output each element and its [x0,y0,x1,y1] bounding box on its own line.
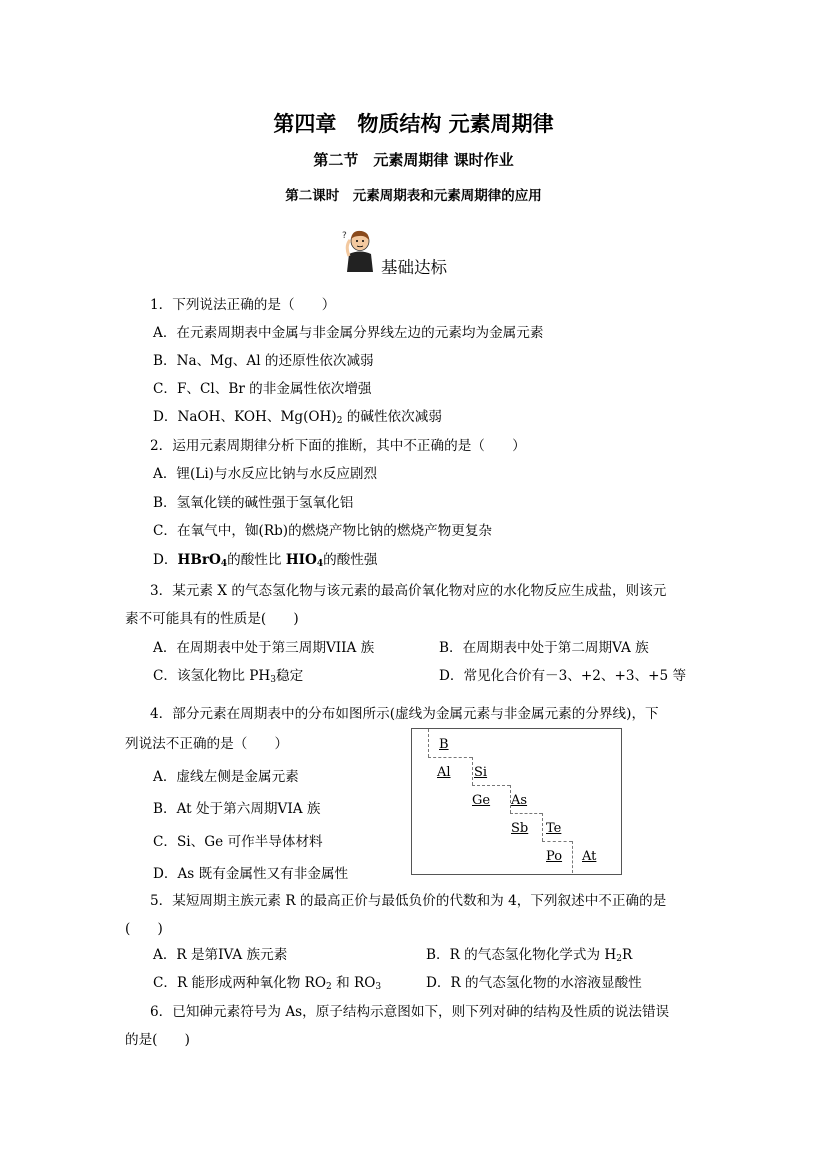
q2-option-c: C．在氧气中，铷(Rb)的燃烧产物比钠的燃烧产物更复杂 [153,523,493,539]
q3-stem-line2: 素不可能具有的性质是( ) [125,611,299,627]
element-at: At [582,849,597,864]
q3-option-a: A．在周期表中处于第三周期VIIA 族 [153,640,375,656]
q3-option-d: D．常见化合价有－3、+2、+3、+5 等 [439,668,687,684]
q2-option-a: A．锂(Li)与水反应比钠与水反应剧烈 [153,466,378,482]
q5-option-d: D．R 的气态氢化物的水溶液显酸性 [426,975,642,991]
q4-option-d: D．As 既有金属性又有非金属性 [153,866,349,882]
element-as: As [511,793,528,808]
q1-option-a: A．在元素周期表中金属与非金属分界线左边的元素均为金属元素 [153,325,544,341]
element-sb: Sb [511,821,529,836]
q3-option-b: B．在周期表中处于第二周期VA 族 [439,640,649,656]
q4-stem-line2: 列说法不正确的是（ ） [125,736,289,752]
element-po: Po [546,849,563,864]
element-ge: Ge [472,793,491,808]
lesson-title: 第二课时 元素周期表和元素周期律的应用 [285,188,542,204]
q4-option-a: A．虚线左侧是金属元素 [153,769,299,785]
q6-stem-line1: 6．已知砷元素符号为 As，原子结构示意图如下，则下列对砷的结构及性质的说法错误 [150,1004,670,1020]
q5-stem-line1: 5．某短周期主族元素 R 的最高正价与最低负价的代数和为 4，下列叙述中不正确的是 [150,893,667,909]
element-si: Si [474,765,488,780]
svg-text:?: ? [342,231,347,241]
section-title: 第二节 元素周期律 课时作业 [313,151,514,169]
q6-stem-line2: 的是( ) [125,1032,190,1048]
element-al: Al [437,765,451,780]
q1-option-c: C．F、Cl、Br 的非金属性依次增强 [153,381,372,397]
q2-stem: 2．运用元素周期律分析下面的推断，其中不正确的是（ ） [150,438,526,454]
q1-option-b: B．Na、Mg、Al 的还原性依次减弱 [153,353,374,369]
q4-option-b: B．At 处于第六周期VIA 族 [153,801,321,817]
q1-option-d: D．NaOH、KOH、$Mg(OH)_2$ 的碱性依次减弱 [153,409,442,426]
element-te: Te [546,821,562,836]
q3-option-c: C．该氢化物比 $PH_3$稳定 [153,668,304,685]
chapter-title: 第四章 物质结构 元素周期律 [273,111,554,136]
q4-stem-line1: 4．部分元素在周期表中的分布如图所示(虚线为金属元素与非金属元素的分界线)，下 [150,706,659,722]
q2-option-d: D．HBrO$_4$的酸性比 $HIO_4$的酸性强 [153,552,378,569]
q5-option-c: C．R 能形成两种氧化物 $RO_2$ 和 $RO_3$ [153,975,382,992]
q1-stem: 1．下列说法正确的是（ ） [150,297,336,313]
periodic-table-figure [411,728,622,875]
section-banner-label: 基础达标 [381,258,447,277]
q5-option-a: A．R 是第IVA 族元素 [153,947,288,963]
q2-option-b: B．氢氧化镁的碱性强于氢氧化铝 [153,495,354,511]
thinking-student-icon [340,228,380,272]
q3-stem-line1: 3．某元素 X 的气态氢化物与该元素的最高价氧化物对应的水化物反应生成盐，则该元 [150,583,667,599]
element-b: B [439,737,449,752]
q5-option-b: B．R 的气态氢化物化学式为 $H_2R$ [426,947,633,964]
q4-option-c: C．Si、Ge 可作半导体材料 [153,834,323,850]
q5-stem-line2: ( ) [125,921,163,937]
